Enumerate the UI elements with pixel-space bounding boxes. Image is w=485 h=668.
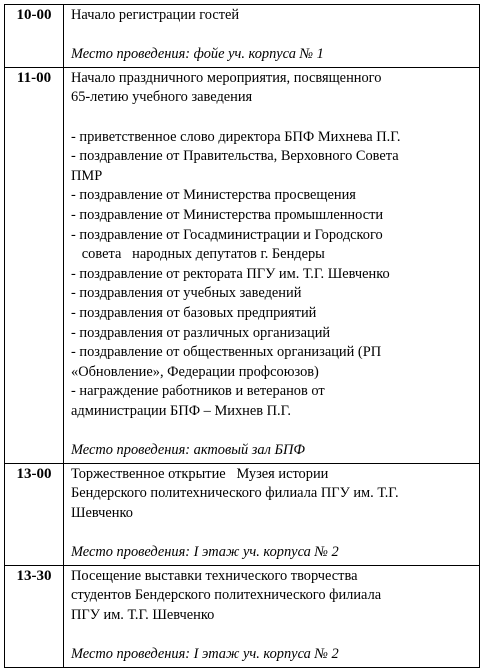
schedule-row bbox=[5, 67, 480, 463]
event-line: - поздравление от Правительства, Верховного Совета bbox=[71, 148, 399, 165]
spacer bbox=[71, 421, 475, 441]
event-cell bbox=[64, 67, 480, 463]
event-line: администрации БПФ – Михнев П.Г. bbox=[71, 402, 291, 419]
event-line: - поздравления от учебных заведений bbox=[71, 285, 302, 302]
event-line: - поздравления от базовых предприятий bbox=[71, 304, 317, 321]
time-cell: 10-00 bbox=[5, 5, 64, 68]
event-line: Торжественное открытие Музея истории bbox=[71, 465, 329, 482]
event-line: - поздравление от Госадминистрации и Городского bbox=[71, 226, 383, 243]
venue-text: Место проведения: I этаж уч. корпуса № 2 bbox=[71, 646, 339, 662]
spacer bbox=[71, 26, 475, 46]
event-line: Начало праздничного мероприятия, посвященного bbox=[71, 69, 382, 86]
event-line: - поздравление от Министерства промышленности bbox=[71, 206, 384, 223]
time-cell: 13-30 bbox=[5, 565, 64, 667]
spacer bbox=[71, 625, 475, 645]
schedule-row bbox=[5, 565, 480, 667]
event-line: Начало регистрации гостей bbox=[71, 7, 240, 23]
event-line: - поздравление от общественных организаций (РП bbox=[71, 344, 382, 361]
schedule-page bbox=[4, 4, 480, 668]
event-line: совета народных депутатов г. Бендеры bbox=[71, 246, 325, 263]
event-line: - поздравление от Министерства просвещения bbox=[71, 187, 356, 204]
event-line: - поздравление от ректората ПГУ им. Т.Г. Шевченко bbox=[71, 265, 390, 282]
event-line: ПГУ им. Т.Г. Шевченко bbox=[71, 606, 215, 623]
event-line: Шевченко bbox=[71, 504, 133, 521]
venue-text: Место проведения: актовый зал БПФ bbox=[71, 442, 305, 459]
event-line: 65-летию учебного заведения bbox=[71, 89, 253, 106]
event-line: - приветственное слово директора БПФ Михнева П.Г. bbox=[71, 128, 401, 145]
event-line: - награждение работников и ветеранов от bbox=[71, 383, 325, 400]
time-cell: 11-00 bbox=[5, 67, 64, 463]
event-line: ПМР bbox=[71, 167, 103, 184]
event-line: Бендерского политехнического филиала ПГУ им. Т.Г. bbox=[71, 485, 399, 502]
event-line: студентов Бендерского политехнического филиала bbox=[71, 587, 382, 604]
spacer bbox=[71, 108, 475, 128]
time-cell: 13-00 bbox=[5, 463, 64, 565]
event-line: «Обновление», Федерации профсоюзов) bbox=[71, 363, 319, 380]
event-cell bbox=[64, 5, 480, 68]
schedule-row bbox=[5, 463, 480, 565]
schedule-row bbox=[5, 5, 480, 68]
venue-text: Место проведения: I этаж уч. корпуса № 2 bbox=[71, 544, 339, 561]
event-line: Посещение выставки технического творчества bbox=[71, 567, 358, 584]
spacer bbox=[71, 523, 475, 543]
event-cell bbox=[64, 565, 480, 667]
event-line: - поздравления от различных организаций bbox=[71, 324, 331, 341]
event-cell bbox=[64, 463, 480, 565]
schedule-table bbox=[4, 4, 480, 668]
venue-text: Место проведения: фойе уч. корпуса № 1 bbox=[71, 46, 324, 63]
